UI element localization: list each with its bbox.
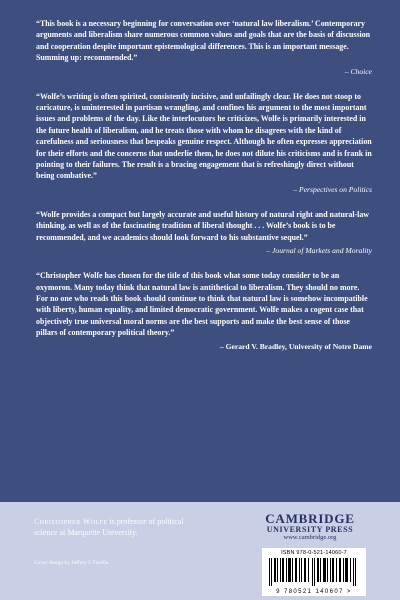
footer-band: [0, 502, 400, 600]
isbn-text: ISBN 978-0-521-14060-7: [281, 550, 347, 556]
author-bio-text: is professor of political science at Marquette University.: [34, 517, 184, 537]
quote-text: “This book is a necessary beginning for conversation over ‘natural law liberalism.’ Contemporary arguments and liberalism share numerous common values and goals that are the basis of discussion and cooperation despite important epistemological differences. This is an important message. Summing up: recommended.”: [36, 19, 371, 63]
publisher-url: www.cambridge.org: [283, 534, 337, 541]
barcode-bars-icon: [268, 558, 360, 586]
quote-bradley: [36, 270, 372, 351]
publisher-name: CAMBRIDGE: [265, 511, 355, 526]
quote-source: – Gerard V. Bradley, University of Notre Dame: [219, 341, 372, 351]
author-name: Christopher Wolfe: [34, 517, 108, 526]
quote-source: – Choice: [344, 66, 372, 76]
publisher-subtitle: UNIVERSITY PRESS: [266, 525, 354, 534]
quote-text: “Wolfe’s writing is often spirited, consistently incisive, and unfailingly clear. He does not stoop to caricature, is uninterested in partisan wrangling, and confines his argument to the most important issues and problems of the day. Like the interlocutors he criticizes, Wolfe is primarily interested in the future health of liberalism, and he treats those with whom he disagrees with the kind of carefulness and seriousness that bespeaks genuine respect. Although he often expresses appreciation for their efforts and the concerns that underlie them, he does not dilute his criticisms and is frank in pointing to their failures. The result is a bracing engagement that is refreshingly direct without being combative.”: [36, 91, 372, 181]
publisher-logo: [250, 512, 370, 542]
quote-text: “Wolfe provides a compact but largely accurate and useful history of natural right and natural-law thinking, as well as of the fascinating tradition of liberal thought . . . Wolfe’s book is to be recommended, and we academics should look forward to his substantive sequel.”: [36, 209, 370, 242]
quote-text: “Christopher Wolfe has chosen for the title of this book what some today consider to be an oxymoron. Many today think that natural law is antithetical to liberalism. They should no more. For no one who reads this book should continue to think that natural law is somehow incompatible with liberty, human equality, and limited democratic government. Wolfe makes a cogent case that objectively true universal moral norms are the best supports and make the best sense of those pillars of contemporary political theory.”: [36, 271, 368, 338]
barcode-number: 9 780521 140607 >: [276, 589, 352, 595]
quote-source: – Journal of Markets and Morality: [266, 246, 372, 256]
quote-choice: [36, 18, 372, 77]
author-bio: [34, 516, 204, 538]
quote-perspectives: [36, 91, 372, 195]
barcode: [262, 548, 366, 596]
quote-source: – Perspectives on Politics: [293, 184, 372, 194]
cover-credit: Cover design by Jeffrey J. Faville.: [34, 560, 110, 566]
quote-journal: [36, 209, 372, 256]
